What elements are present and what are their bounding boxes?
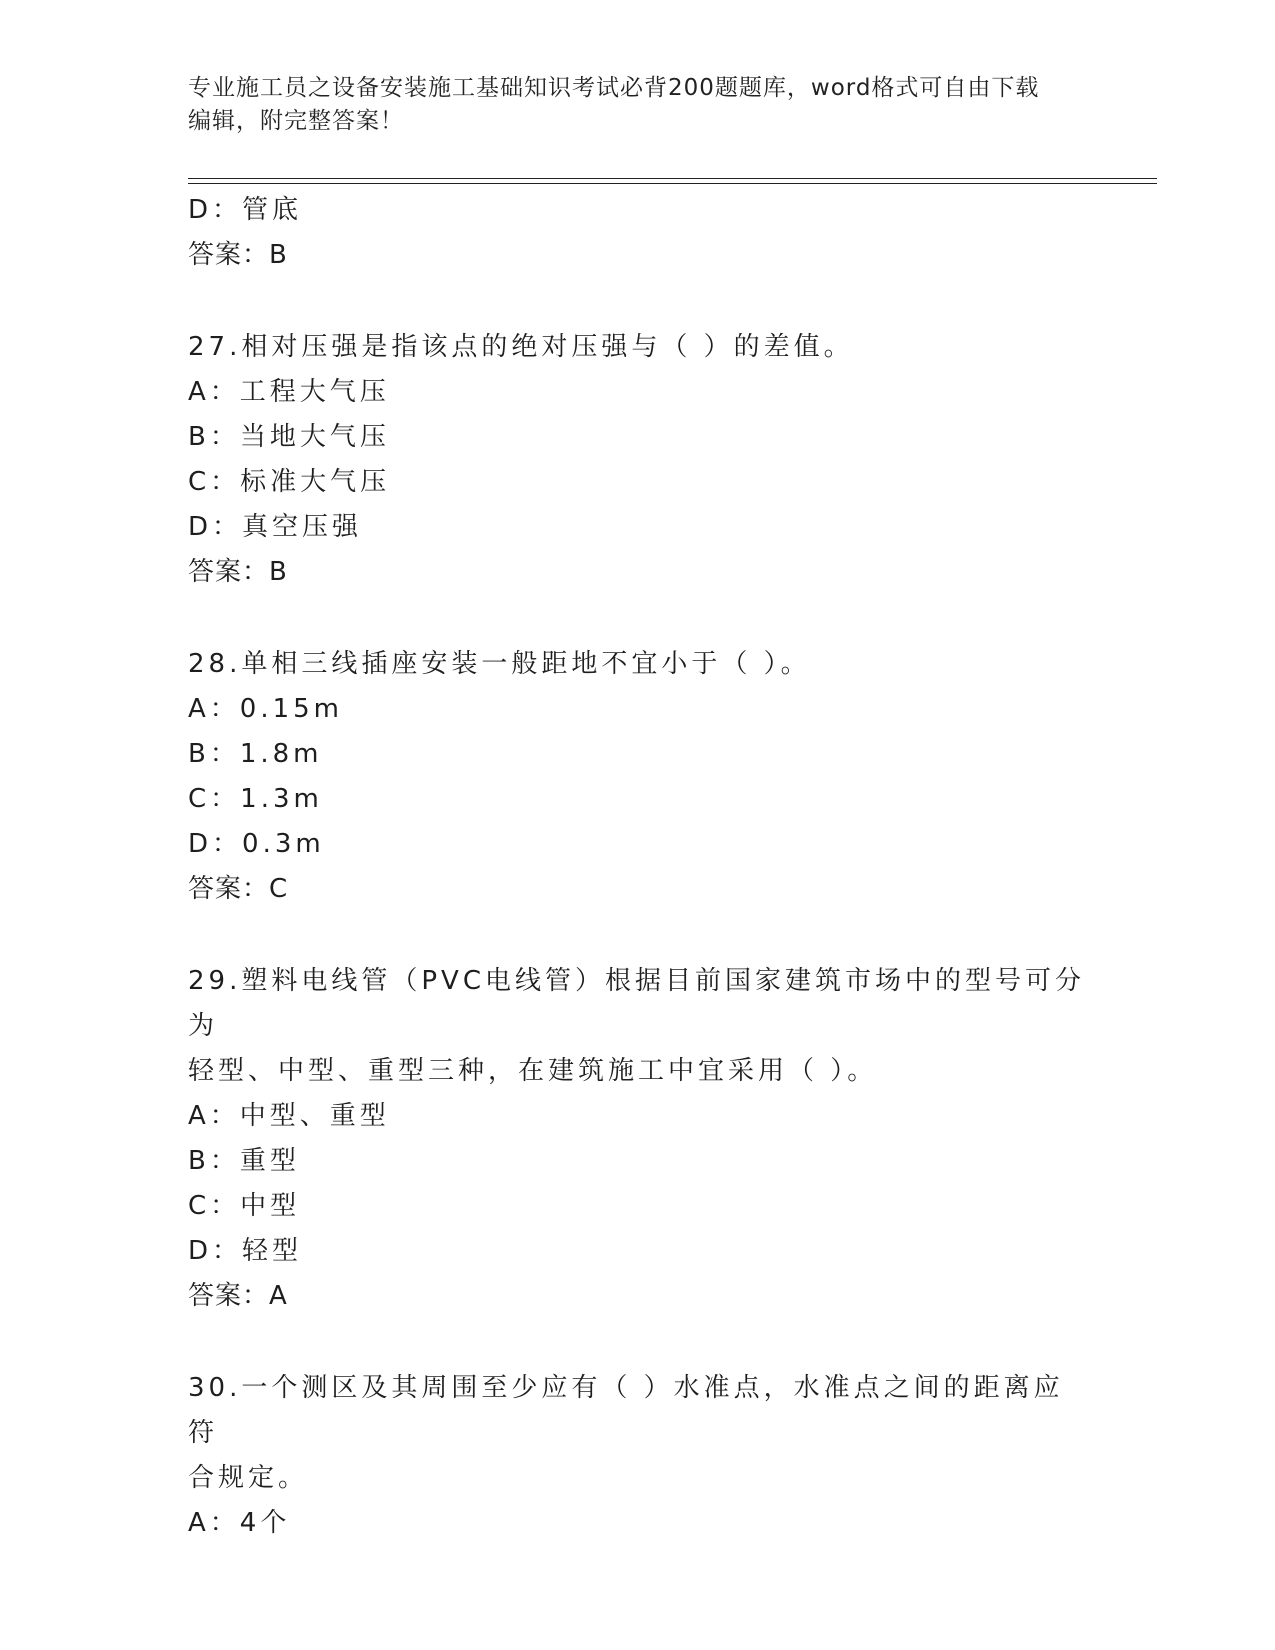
question-stem-28: 28.单相三线插座安装一般距地不宜小于（ ）。 (188, 649, 811, 679)
header-divider-top (188, 178, 1157, 179)
header-line-2: 编辑，附完整答案！ (188, 108, 404, 134)
spacer (188, 912, 1088, 959)
option-b: B：当地大气压 (188, 422, 390, 452)
header-divider-bottom (188, 183, 1157, 184)
answer-line: 答案：B (188, 557, 288, 587)
option-a: A：工程大气压 (188, 377, 390, 407)
option-d: D：0.3m (188, 829, 325, 859)
option-b: B：1.8m (188, 739, 323, 769)
document-header (188, 72, 1088, 138)
spacer (188, 278, 1088, 325)
question-list (188, 188, 1088, 1546)
spacer (188, 595, 1088, 642)
option-c: C：1.3m (188, 784, 323, 814)
option-c: C：标准大气压 (188, 467, 391, 497)
question-stem-29-line-2: 轻型、中型、重型三种，在建筑施工中宜采用（ ）。 (188, 1056, 878, 1086)
answer-line: 答案：C (188, 874, 289, 904)
option-c: C：中型 (188, 1191, 301, 1221)
question-stem-30-line-1: 30.一个测区及其周围至少应有（ ）水准点，水准点之间的距离应符 (188, 1373, 1064, 1448)
option-a: A：0.15m (188, 694, 344, 724)
answer-line: 答案：B (188, 240, 288, 270)
option-d: D：真空压强 (188, 512, 363, 542)
option-d: D：管底 (188, 195, 303, 225)
question-stem-29-line-1: 29.塑料电线管（PVC电线管）根据目前国家建筑市场中的型号可分为 (188, 966, 1085, 1041)
option-a: A：4个 (188, 1508, 291, 1538)
question-stem-30-line-2: 合规定。 (188, 1463, 309, 1493)
header-line-1: 专业施工员之设备安装施工基础知识考试必背200题题库，word格式可自由下载 (188, 75, 1040, 101)
option-a: A：中型、重型 (188, 1101, 390, 1131)
spacer (188, 1319, 1088, 1366)
question-stem-27: 27.相对压强是指该点的绝对压强与（ ）的差值。 (188, 332, 854, 362)
option-d: D：轻型 (188, 1236, 303, 1266)
answer-line: 答案：A (188, 1281, 288, 1311)
option-b: B：重型 (188, 1146, 300, 1176)
